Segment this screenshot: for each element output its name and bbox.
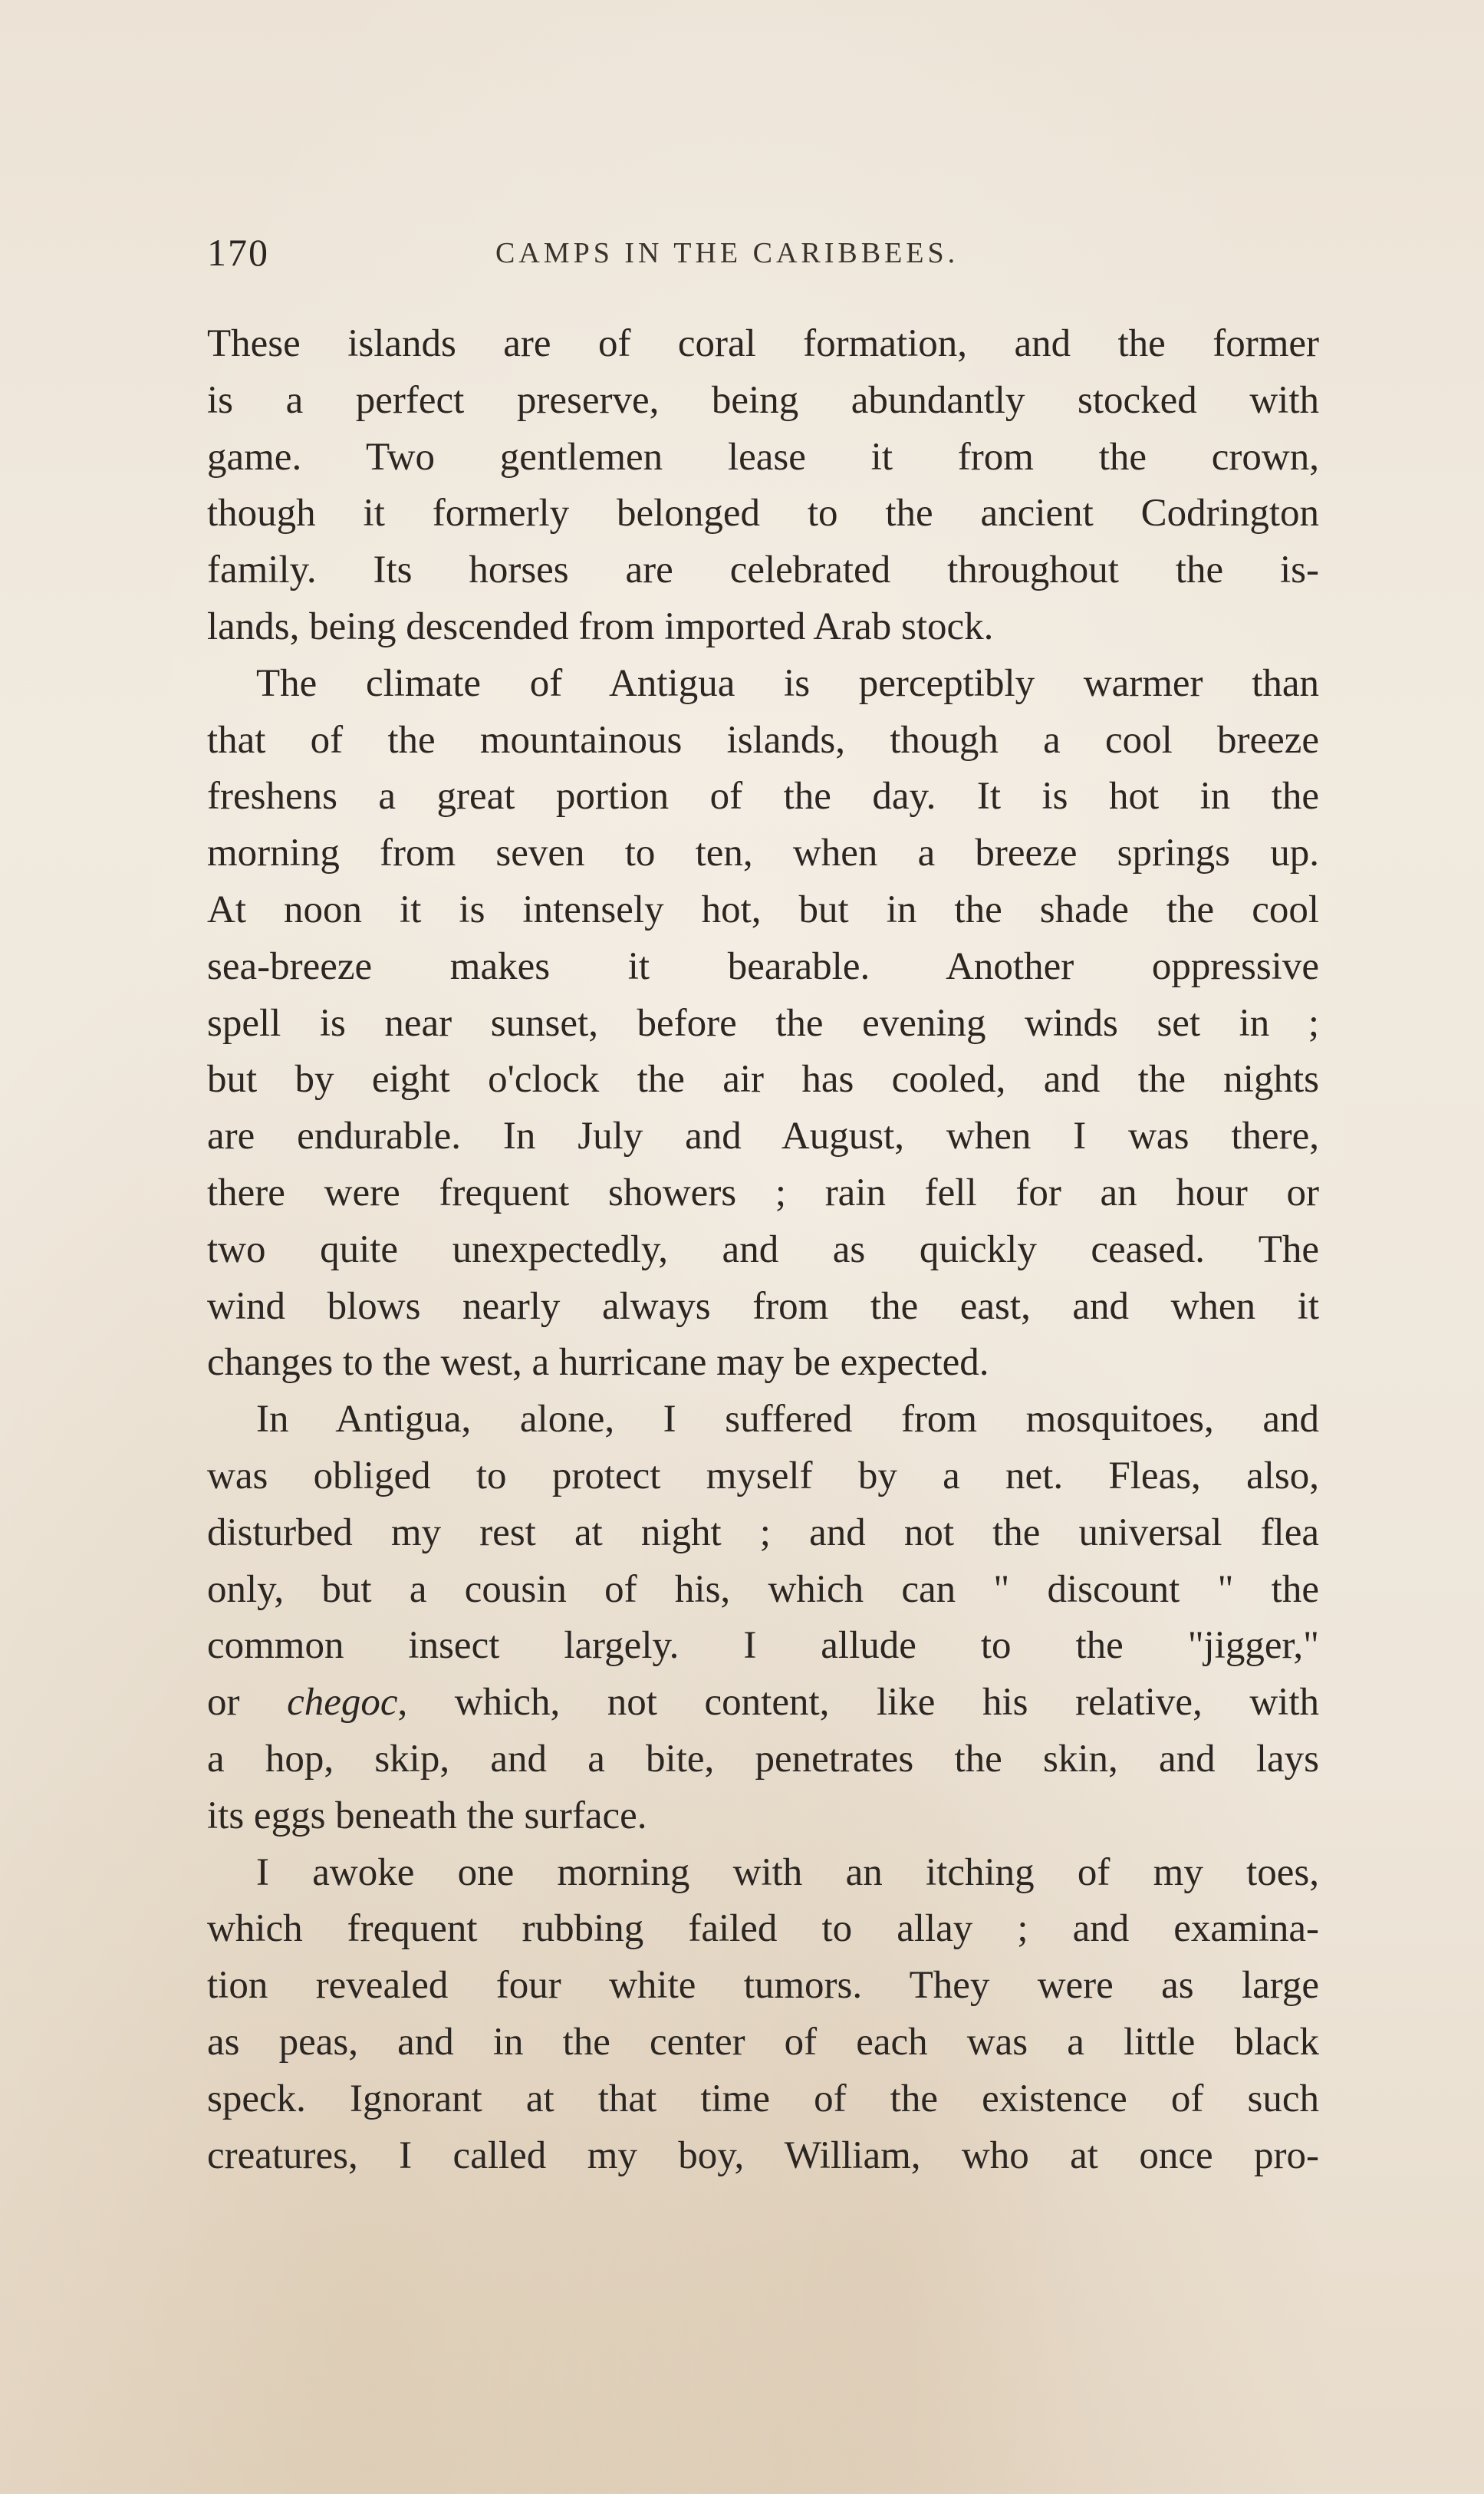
text-line: morning from seven to ten, when a breeze springs up. xyxy=(207,832,1319,875)
text-line: freshens a great portion of the day. It is hot in the xyxy=(207,775,1319,819)
page-number: 170 xyxy=(207,231,269,274)
text-line: wind blows nearly always from the east, and when it xyxy=(207,1284,1319,1328)
text-line: which frequent rubbing failed to allay ; and examina- xyxy=(207,1907,1319,1951)
text-line: game. Two gentlemen lease it from the crown, xyxy=(207,435,1319,479)
text-line: but by eight o'clock the air has cooled, and the nights xyxy=(207,1058,1319,1102)
paragraph-3 xyxy=(207,1392,1319,1844)
text-line: is a perfect preserve, being abundantly stocked with xyxy=(207,378,1319,422)
text-line: common insect largely. I allude to the "jigger," xyxy=(207,1624,1319,1668)
text-line: was obliged to protect myself by a net. Fleas, also, xyxy=(207,1454,1319,1497)
text-segment: or xyxy=(207,1681,288,1725)
text-line: there were frequent showers ; rain fell for an hour or xyxy=(207,1171,1319,1214)
body-text xyxy=(207,316,1319,2184)
text-line: sea-breeze makes it bearable. Another oppressive xyxy=(207,944,1319,988)
text-line: family. Its horses are celebrated throughout the is- xyxy=(207,549,1319,592)
text-line: At noon it is intensely hot, but in the shade the cool xyxy=(207,888,1319,931)
text-line: as peas, and in the center of each was a little black xyxy=(207,2020,1319,2064)
text-line: I awoke one morning with an itching of my toes, xyxy=(256,1850,1319,1894)
text-segment: , which, not content, like his relative, with xyxy=(397,1681,1319,1725)
text-line: changes to the west, a hurricane may be expected. xyxy=(207,1341,989,1385)
running-head xyxy=(207,230,1319,284)
text-line: In Antigua, alone, I suffered from mosquitoes, and xyxy=(256,1398,1319,1441)
text-line-with-italic xyxy=(207,1675,1319,1731)
text-line: These islands are of coral formation, and the former xyxy=(207,322,1319,365)
text-line: though it formerly belonged to the ancient Codrington xyxy=(207,492,1319,535)
text-line: spell is near sunset, before the evening winds set in ; xyxy=(207,1001,1319,1045)
text-line: its eggs beneath the surface. xyxy=(207,1794,647,1837)
text-line: creatures, I called my boy, William, who at once pro- xyxy=(207,2133,1319,2177)
paragraph-1 xyxy=(207,316,1319,656)
text-line: tion revealed four white tumors. They were as large xyxy=(207,1964,1319,2008)
text-line: The climate of Antigua is perceptibly warmer than xyxy=(256,661,1319,705)
text-line: only, but a cousin of his, which can " discount " the xyxy=(207,1567,1319,1611)
paragraph-2 xyxy=(207,656,1319,1392)
text-line: that of the mountainous islands, though a cool breeze xyxy=(207,718,1319,762)
text-line: are endurable. In July and August, when I was there, xyxy=(207,1115,1319,1158)
italic-term: chegoc xyxy=(287,1681,398,1725)
text-line: speck. Ignorant at that time of the existence of such xyxy=(207,2077,1319,2120)
text-line: two quite unexpectedly, and as quickly ceased. The xyxy=(207,1227,1319,1271)
text-line: a hop, skip, and a bite, penetrates the skin, and lays xyxy=(207,1737,1319,1781)
running-title: CAMPS IN THE CARIBBEES. xyxy=(495,237,959,269)
paragraph-4 xyxy=(207,1845,1319,2185)
text-line: disturbed my rest at night ; and not the universal flea xyxy=(207,1511,1319,1554)
text-line: lands, being descended from imported Arab stock. xyxy=(207,605,994,648)
